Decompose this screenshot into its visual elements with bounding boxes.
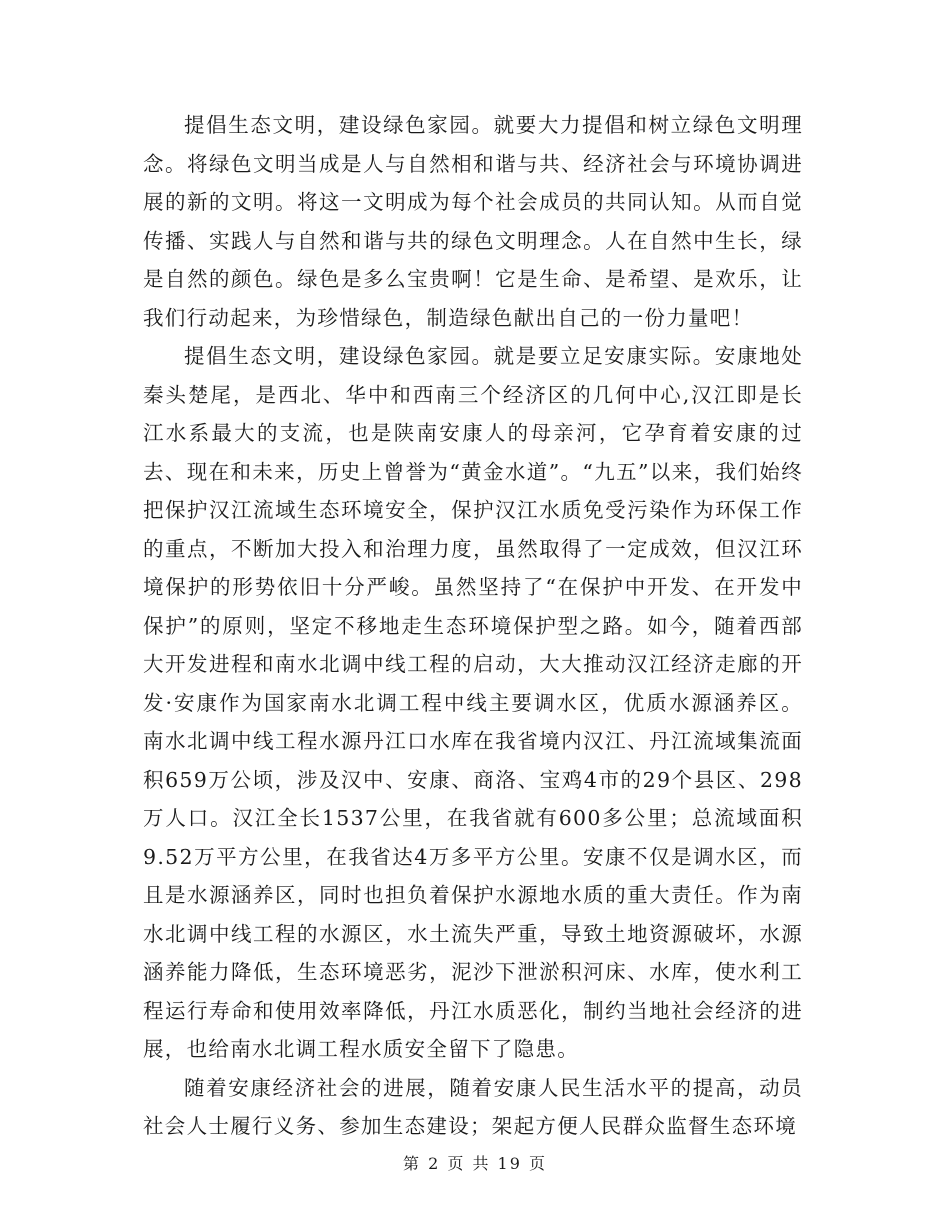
paragraph-2: 提倡生态文明，建设绿色家园。就是要立足安康实际。安康地处秦头楚尾，是西北、华中和西南三个经济区的几何中心,汉江即是长江水系最大的支流，也是陕南安康人的母亲河，它孕育着安康的过去、现在和未来，历史上曾誉为“黄金水道”。“九五”以来，我们始终把保护汉江流域生态环境安全，保护汉江水质免受污染作为环保工作的重点，不断加大投入和治理力度，虽然取得了一定成效，但汉江环境保护的形势依旧十分严峻。虽然坚持了“在保护中开发、在开发中保护”的原则，坚定不移地走生态环境保护型之路。如今，随着西部大开发进程和南水北调中线工程的启动，大大推动汉江经济走廊的开发·安康作为国家南水北调工程中线主要调水区，优质水源涵养区。南水北调中线工程水源丹江口水库在我省境内汉江、丹江流域集流面积659万公顷，涉及汉中、安康、商洛、宝鸡4市的29个县区、298万人口。汉江全长1537公里，在我省就有600多公里；总流域面积9.52万平方公里，在我省达4万多平方公里。安康不仅是调水区，而且是水源涵养区，同时也担负着保护水源地水质的重大责任。作为南水北调中线工程的水源区，水土流失严重，导致土地资源破坏，水源涵养能力降低，生态环境恶劣，泥沙下泄淤积河床、水库，使水利工程运行寿命和使用效率降低，丹江水质恶化，制约当地社会经济的进展，也给南水北调工程水质安全留下了隐患。 (143, 344, 803, 1061)
paragraph-3: 随着安康经济社会的进展，随着安康人民生活水平的提高，动员社会人士履行义务、参加生态建设；架起方便人民群众监督生态环境 (143, 1075, 803, 1138)
paragraph-1: 提倡生态文明，建设绿色家园。就要大力提倡和树立绿色文明理念。将绿色文明当成是人与自然相和谐与共、经济社会与环境协调进展的新的文明。将这一文明成为每个社会成员的共同认知。从而自觉传播、实践人与自然和谐与共的绿色文明理念。人在自然中生长，绿是自然的颜色。绿色是多么宝贵啊！它是生命、是希望、是欢乐，让我们行动起来，为珍惜绿色，制造绿色献出自己的一份力量吧！ (143, 113, 803, 330)
body-text (143, 106, 803, 1146)
page-number-footer: 第 2 页 共 19 页 (403, 1154, 547, 1173)
